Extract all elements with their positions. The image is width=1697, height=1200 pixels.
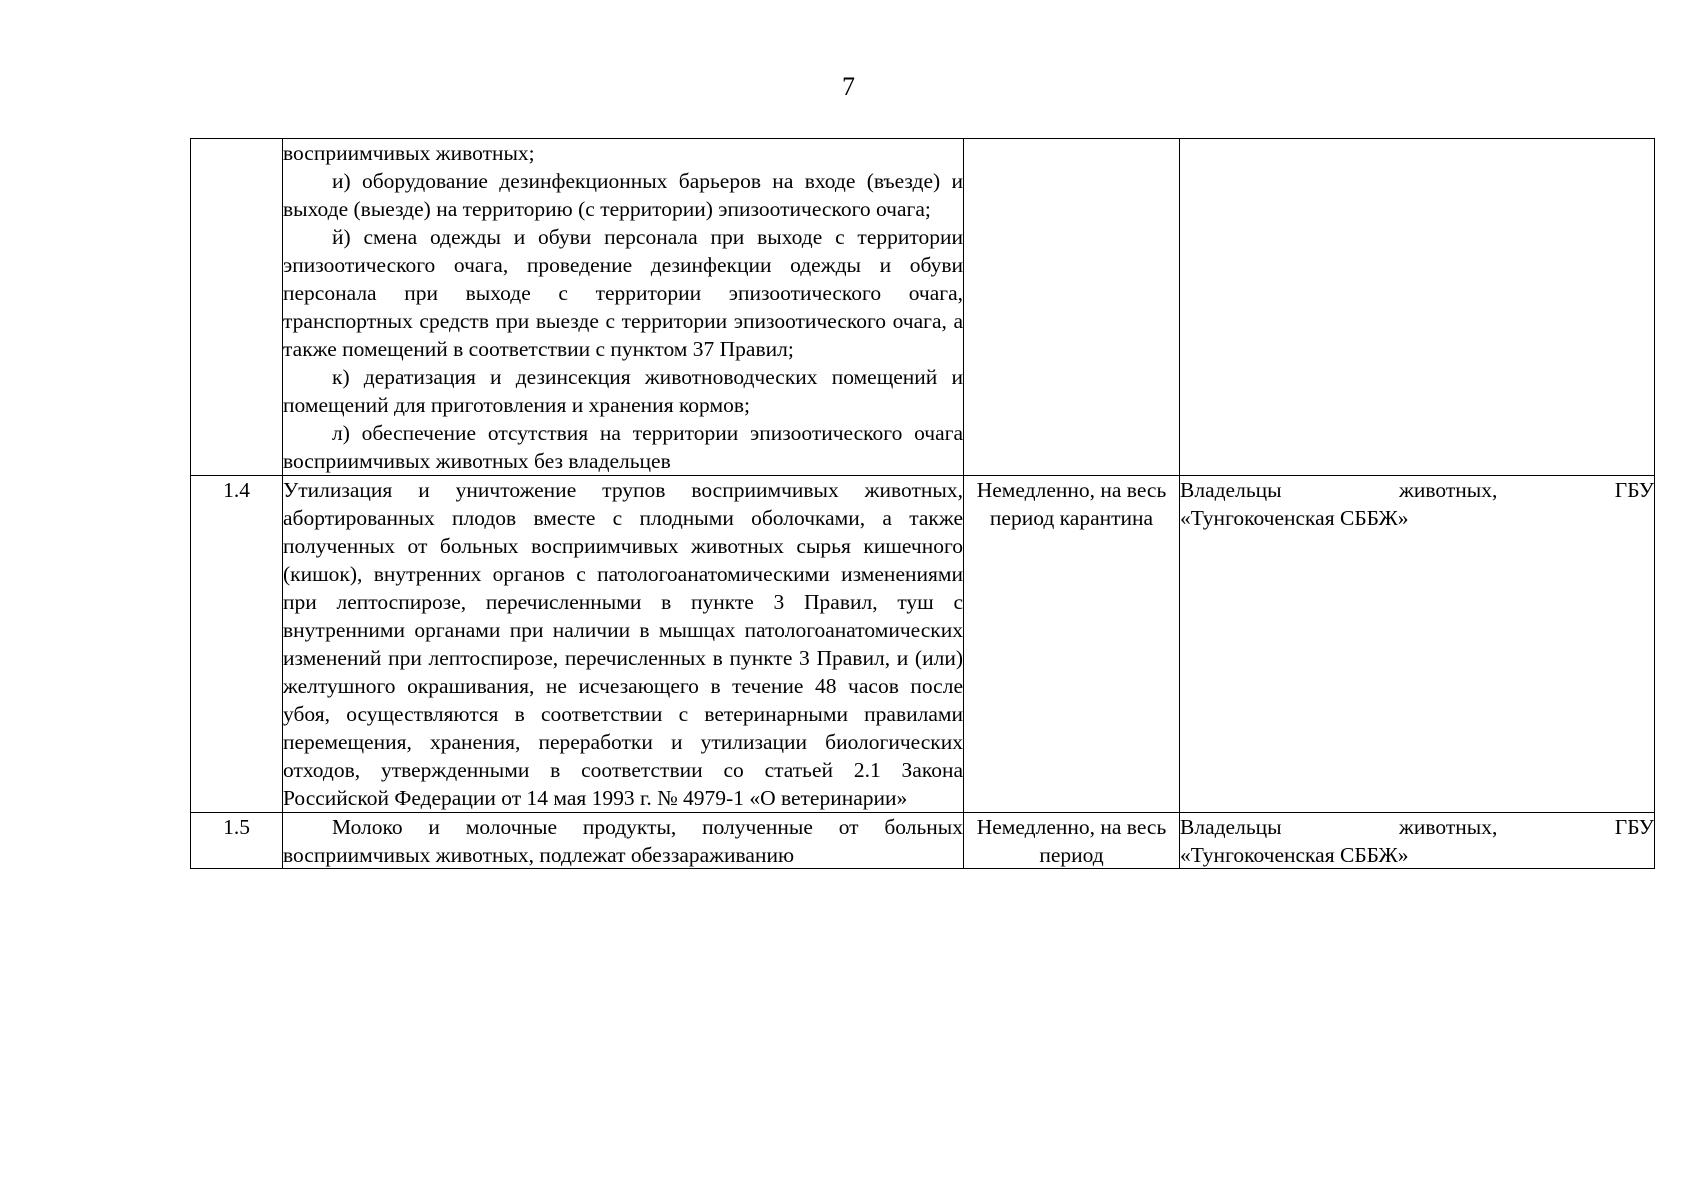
table-row <box>191 139 1655 476</box>
measure-description <box>283 813 964 869</box>
responsible-line: Владельцы животных, ГБУ <box>1180 478 1654 502</box>
responsible-line: «Тунгокоченская СББЖ» <box>1180 843 1409 867</box>
deadline-cell <box>964 813 1180 869</box>
item-number <box>191 139 283 476</box>
responsible-cell <box>1180 139 1655 476</box>
responsible-cell <box>1180 813 1655 869</box>
paragraph: л) обеспечение отсутствия на территории эпизоотического очага восприимчивых животных без владельцев <box>283 421 963 473</box>
item-number: 1.5 <box>191 813 283 869</box>
deadline-text: Немедленно, на весь период <box>976 815 1167 867</box>
paragraph: восприимчивых животных; <box>283 141 535 165</box>
table-row <box>191 813 1655 869</box>
deadline-cell <box>964 139 1180 476</box>
deadline-cell: Немедленно, на весь период карантина <box>964 476 1180 813</box>
page-number: 7 <box>842 72 855 101</box>
measure-description <box>283 139 964 476</box>
responsible-line: «Тунгокоченская СББЖ» <box>1180 506 1409 530</box>
paragraph: й) смена одежды и обуви персонала при выходе с территории эпизоотического очага, проведение дезинфекции одежды и обуви персонала при выходе с территории эпизоотического очага, транспортных средств при выезде с территории эпизоотического очага, а также помещений в соответствии с пунктом 37 Правил; <box>283 225 963 361</box>
measures-table <box>190 138 1655 869</box>
responsible-line: Владельцы животных, ГБУ <box>1180 815 1654 839</box>
measure-description <box>283 476 964 813</box>
paragraph: и) оборудование дезинфекционных барьеров на входе (въезде) и выходе (выезде) на территорию (с территории) эпизоотического очага; <box>283 169 963 221</box>
responsible-cell <box>1180 476 1655 813</box>
item-number: 1.4 <box>191 476 283 813</box>
table-row <box>191 476 1655 813</box>
paragraph: к) дератизация и дезинсекция животноводческих помещений и помещений для приготовления и хранения кормов; <box>283 365 963 417</box>
paragraph: Утилизация и уничтожение трупов восприимчивых животных, абортированных плодов вместе с плодными оболочками, а также полученных от больных восприимчивых животных сырья кишечного (кишок), внутренних органов с патологоанатомическими изменениями при лептоспирозе, перечисленными в пункте 3 Правил, туш с внутренними органами при наличии в мышцах патологоанатомических изменений при лептоспирозе, перечисленных в пункте 3 Правил, и (или) желтушного окрашивания, не исчезающего в течение 48 часов после убоя, осуществляются в соответствии с ветеринарными правилами перемещения, хранения, переработки и утилизации биологических отходов, утвержденными в соответствии со статьей 2.1 Закона Российской Федерации от 14 мая 1993 г. № 4979-1 «О ветеринарии» <box>283 478 963 810</box>
paragraph: Молоко и молочные продукты, полученные от больных восприимчивых животных, подлежат обеззараживанию <box>283 815 963 867</box>
